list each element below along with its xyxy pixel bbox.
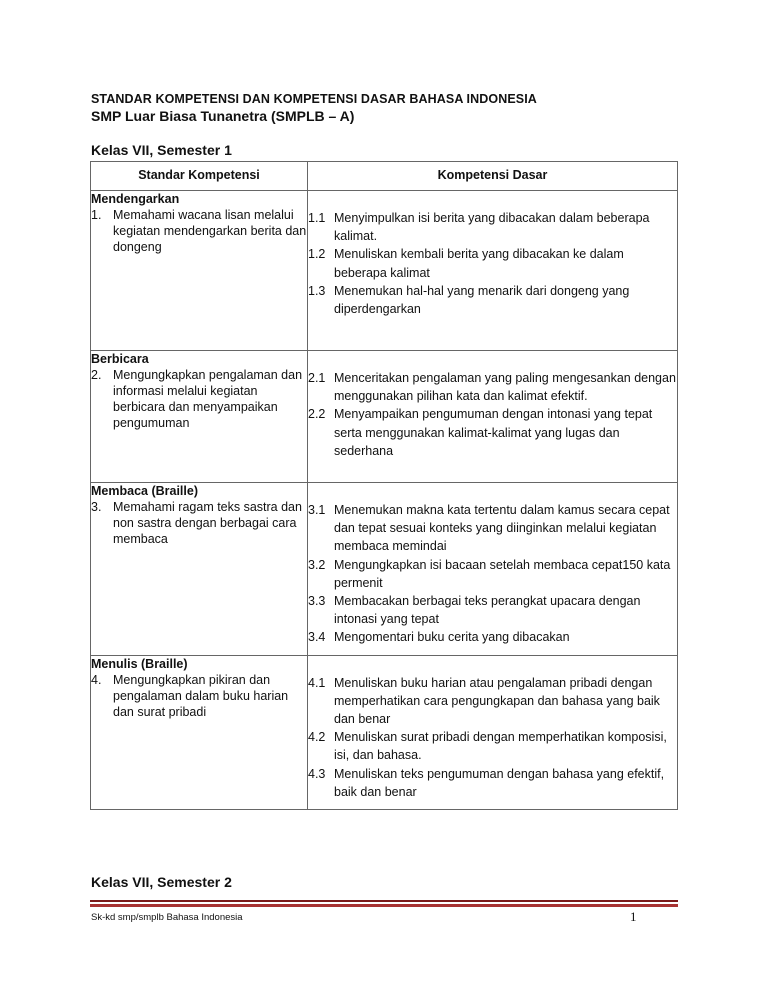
section-heading-semester-2: Kelas VII, Semester 2 bbox=[91, 874, 232, 890]
kd-text: Menyampaikan pengumuman dengan intonasi yang tepat serta menggunakan kalimat-kalimat yang lugas dan sederhana bbox=[334, 407, 653, 458]
competency-table bbox=[90, 161, 678, 810]
sk-text: Memahami ragam teks sastra dan non sastra dengan berbagai cara membaca bbox=[113, 500, 302, 546]
kd-text: Menemukan hal-hal yang menarik dari dongeng yang diperdengarkan bbox=[334, 283, 630, 317]
kd-number: 2.1 bbox=[308, 371, 326, 385]
standar-kompetensi-item bbox=[91, 207, 307, 255]
kompetensi-dasar-item bbox=[308, 592, 677, 628]
table-row bbox=[91, 483, 678, 656]
section-heading-semester-1: Kelas VII, Semester 1 bbox=[91, 142, 232, 158]
kd-number: 3.1 bbox=[308, 503, 326, 517]
table-header-row bbox=[91, 162, 678, 191]
kompetensi-dasar-item bbox=[308, 282, 677, 318]
kd-number: 1.1 bbox=[308, 211, 326, 225]
document-title: STANDAR KOMPETENSI DAN KOMPETENSI DASAR BAHASA INDONESIA bbox=[91, 92, 537, 106]
kd-text: Menuliskan teks pengumuman dengan bahasa yang efektif, baik dan benar bbox=[334, 766, 665, 799]
standar-kompetensi-item bbox=[91, 367, 307, 431]
kd-text: Menuliskan surat pribadi dengan memperhatikan komposisi, isi, dan bahasa. bbox=[334, 730, 667, 763]
kompetensi-dasar-item bbox=[308, 245, 677, 281]
aspect-heading: Mendengarkan bbox=[91, 192, 180, 206]
kd-number: 1.2 bbox=[308, 247, 326, 262]
aspect-heading: Membaca (Braille) bbox=[91, 484, 198, 498]
standar-kompetensi-cell bbox=[91, 351, 308, 483]
sk-number: 1. bbox=[91, 208, 102, 222]
sk-text: Memahami wacana lisan melalui kegiatan mendengarkan berita dan dongeng bbox=[113, 208, 307, 254]
kd-text: Mengungkapkan isi bacaan setelah membaca cepat150 kata permenit bbox=[334, 557, 671, 590]
kompetensi-dasar-item bbox=[308, 501, 677, 556]
kd-number: 1.3 bbox=[308, 283, 326, 298]
kd-number: 3.4 bbox=[308, 630, 326, 645]
kd-text: Menemukan makna kata tertentu dalam kamus secara cepat dan tepat sesuai konteks yang diinginkan melalui kegiatan membaca memindai bbox=[334, 503, 670, 554]
kd-text: Membacakan berbagai teks perangkat upacara dengan intonasi yang tepat bbox=[334, 594, 641, 627]
standar-kompetensi-item bbox=[91, 499, 307, 547]
kd-number: 3.3 bbox=[308, 594, 326, 609]
sk-number: 4. bbox=[91, 672, 102, 687]
kd-text: Menuliskan buku harian atau pengalaman pribadi dengan memperhatikan cara pengungkapan dan bahasa yang baik dan benar bbox=[334, 675, 660, 727]
kd-number: 3.2 bbox=[308, 557, 326, 572]
kd-number: 4.2 bbox=[308, 730, 326, 745]
kompetensi-dasar-list bbox=[308, 369, 677, 468]
kompetensi-dasar-list bbox=[308, 674, 677, 809]
column-header-kompetensi-dasar: Kompetensi Dasar bbox=[308, 162, 678, 191]
kompetensi-dasar-list bbox=[308, 209, 677, 326]
kd-text: Menuliskan kembali berita yang dibacakan ke dalam beberapa kalimat bbox=[334, 247, 624, 280]
kompetensi-dasar-item bbox=[308, 405, 677, 460]
kompetensi-dasar-item bbox=[308, 369, 677, 405]
table-row bbox=[91, 191, 678, 351]
standar-kompetensi-cell bbox=[91, 655, 308, 809]
standar-kompetensi-item bbox=[91, 672, 307, 720]
sk-text: Mengungkapkan pikiran dan pengalaman dalam buku harian dan surat pribadi bbox=[113, 672, 289, 719]
kompetensi-dasar-cell bbox=[308, 351, 678, 483]
kompetensi-dasar-item bbox=[308, 556, 677, 592]
sk-number: 2. bbox=[91, 368, 102, 382]
kd-text: Mengomentari buku cerita yang dibacakan bbox=[334, 630, 570, 645]
sk-number: 3. bbox=[91, 500, 102, 514]
kd-text: Menyimpulkan isi berita yang dibacakan dalam beberapa kalimat. bbox=[334, 211, 650, 244]
kompetensi-dasar-cell bbox=[308, 483, 678, 656]
column-header-standar-kompetensi: Standar Kompetensi bbox=[91, 162, 308, 191]
page-number: 1 bbox=[630, 909, 637, 924]
footer-label: Sk-kd smp/smplb Bahasa Indonesia bbox=[91, 912, 243, 923]
kompetensi-dasar-item bbox=[308, 728, 677, 764]
kd-number: 2.2 bbox=[308, 407, 326, 422]
table-body bbox=[91, 191, 678, 810]
kompetensi-dasar-item bbox=[308, 628, 677, 646]
aspect-heading: Berbicara bbox=[91, 352, 149, 366]
kompetensi-dasar-cell bbox=[308, 191, 678, 351]
kd-text: Menceritakan pengalaman yang paling mengesankan dengan menggunakan pilihan kata dan kalimat efektif. bbox=[334, 371, 676, 404]
kompetensi-dasar-item bbox=[308, 765, 677, 801]
standar-kompetensi-cell bbox=[91, 483, 308, 656]
kd-number: 4.3 bbox=[308, 766, 326, 781]
kompetensi-dasar-item bbox=[308, 209, 677, 245]
kompetensi-dasar-cell bbox=[308, 655, 678, 809]
kd-number: 4.1 bbox=[308, 675, 326, 690]
footer-divider-accent bbox=[90, 904, 678, 907]
footer-divider bbox=[90, 900, 678, 902]
table-row bbox=[91, 655, 678, 809]
aspect-heading: Menulis (Braille) bbox=[91, 656, 188, 671]
standar-kompetensi-cell bbox=[91, 191, 308, 351]
sk-text: Mengungkapkan pengalaman dan informasi melalui kegiatan berbicara dan menyampaikan pengumuman bbox=[113, 368, 303, 430]
table-row bbox=[91, 351, 678, 483]
kompetensi-dasar-list bbox=[308, 501, 677, 655]
kompetensi-dasar-item bbox=[308, 674, 677, 729]
document-subtitle: SMP Luar Biasa Tunanetra (SMPLB – A) bbox=[91, 108, 355, 124]
